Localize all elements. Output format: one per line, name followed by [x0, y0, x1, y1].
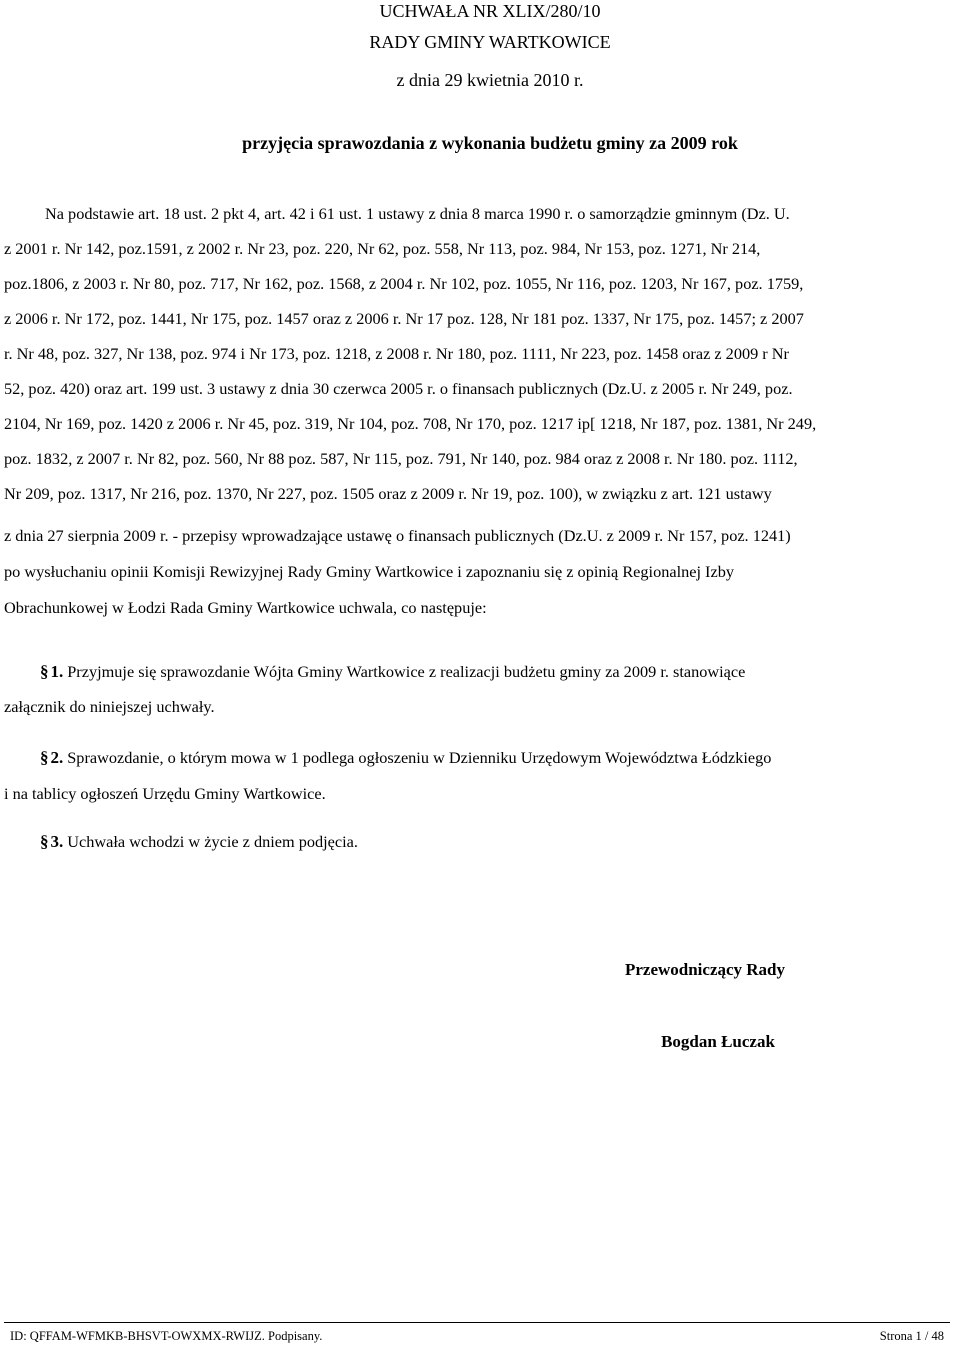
signature-name: Bogdan Łuczak: [661, 1032, 775, 1051]
legal-basis-line: z dnia 27 sierpnia 2009 r. - przepisy wprowadzające ustawę o finansach publicznych (Dz.U. z 2009 r. Nr 157, poz. 1241): [4, 526, 791, 545]
legal-basis-line: Na podstawie art. 18 ust. 2 pkt 4, art. 42 i 61 ust. 1 ustawy z dnia 8 marca 1990 r. o samorządzie gminnym (Dz. U.: [45, 204, 790, 223]
section-mark: §: [40, 832, 49, 851]
legal-basis-line: poz. 1832, z 2007 r. Nr 82, poz. 560, Nr 88 poz. 587, Nr 115, poz. 791, Nr 140, poz. 984 oraz z 2008 r. Nr 180. poz. 1112,: [4, 449, 798, 468]
legal-basis-line: Obrachunkowej w Łodzi Rada Gminy Wartkowice uchwala, co następuje:: [4, 598, 487, 617]
legal-basis-line: poz.1806, z 2003 r. Nr 80, poz. 717, Nr 162, poz. 1568, z 2004 r. Nr 102, poz. 1055, Nr 116, poz. 1203, Nr 167, poz. 1759,: [4, 274, 804, 293]
signature-role: Przewodniczący Rady: [624, 960, 786, 979]
paragraph-number: 3.: [50, 832, 64, 851]
resolution-subject: przyjęcia sprawozdania z wykonania budżetu gminy za 2009 rok: [242, 133, 738, 153]
page-counter: Strona 1 / 48: [879, 1329, 944, 1343]
legal-basis-line: Nr 209, poz. 1317, Nr 216, poz. 1370, Nr 227, poz. 1505 oraz z 2009 r. Nr 19, poz. 100), w związku z art. 121 ustawy: [4, 484, 772, 503]
paragraph-1-line-2: załącznik do niniejszej uchwały.: [4, 697, 215, 716]
paragraph-text: Przyjmuje się sprawozdanie Wójta Gminy Wartkowice z realizacji budżetu gminy za 2009 r. stanowiące: [67, 662, 746, 681]
paragraph-number: 2.: [50, 748, 64, 767]
resolution-number: UCHWAŁA NR XLIX/280/10: [379, 1, 601, 21]
document-id: ID: QFFAM-WFMKB-BHSVT-OWXMX-RWIJZ. Podpisany.: [10, 1329, 323, 1343]
paragraph-2-line: [4, 748, 771, 768]
legal-basis-line: 2104, Nr 169, poz. 1420 z 2006 r. Nr 45, poz. 319, Nr 104, poz. 708, Nr 170, poz. 1217 ip[ 1218, Nr 187, poz. 1381, Nr 249,: [4, 414, 817, 433]
paragraph-text: Uchwała wchodzi w życie z dniem podjęcia.: [67, 832, 358, 851]
council-name: RADY GMINY WARTKOWICE: [369, 32, 611, 52]
legal-basis-line: po wysłuchaniu opinii Komisji Rewizyjnej Rady Gminy Wartkowice i zapoznaniu się z opinią Regionalnej Izby: [4, 562, 734, 581]
legal-basis-line: z 2006 r. Nr 172, poz. 1441, Nr 175, poz. 1457 oraz z 2006 r. Nr 17 poz. 128, Nr 181 poz. 1337, Nr 175, poz. 1457; z 2007: [4, 309, 804, 328]
resolution-date: z dnia 29 kwietnia 2010 r.: [396, 70, 584, 90]
page-footer: [4, 1322, 950, 1343]
section-mark: §: [40, 662, 49, 681]
paragraph-2-line-2: i na tablicy ogłoszeń Urzędu Gminy Wartkowice.: [4, 784, 326, 803]
paragraph-1-line: [4, 662, 745, 682]
legal-basis-line: r. Nr 48, poz. 327, Nr 138, poz. 974 i Nr 173, poz. 1218, z 2008 r. Nr 180, poz. 1111, Nr 223, poz. 1458 oraz z 2009 r Nr: [4, 344, 789, 363]
legal-basis-line: z 2001 r. Nr 142, poz.1591, z 2002 r. Nr 23, poz. 220, Nr 62, poz. 558, Nr 113, poz. 984, Nr 153, poz. 1271, Nr 214,: [4, 239, 761, 258]
legal-basis-line: 52, poz. 420) oraz art. 199 ust. 3 ustawy z dnia 30 czerwca 2005 r. o finansach publicznych (Dz.U. z 2005 r. Nr 249, poz.: [4, 379, 793, 398]
paragraph-text: Sprawozdanie, o którym mowa w 1 podlega ogłoszeniu w Dzienniku Urzędowym Województwa Łódzkiego: [67, 748, 772, 767]
section-mark: §: [40, 748, 49, 767]
paragraph-3-line: [4, 832, 358, 852]
paragraph-number: 1.: [50, 662, 64, 681]
